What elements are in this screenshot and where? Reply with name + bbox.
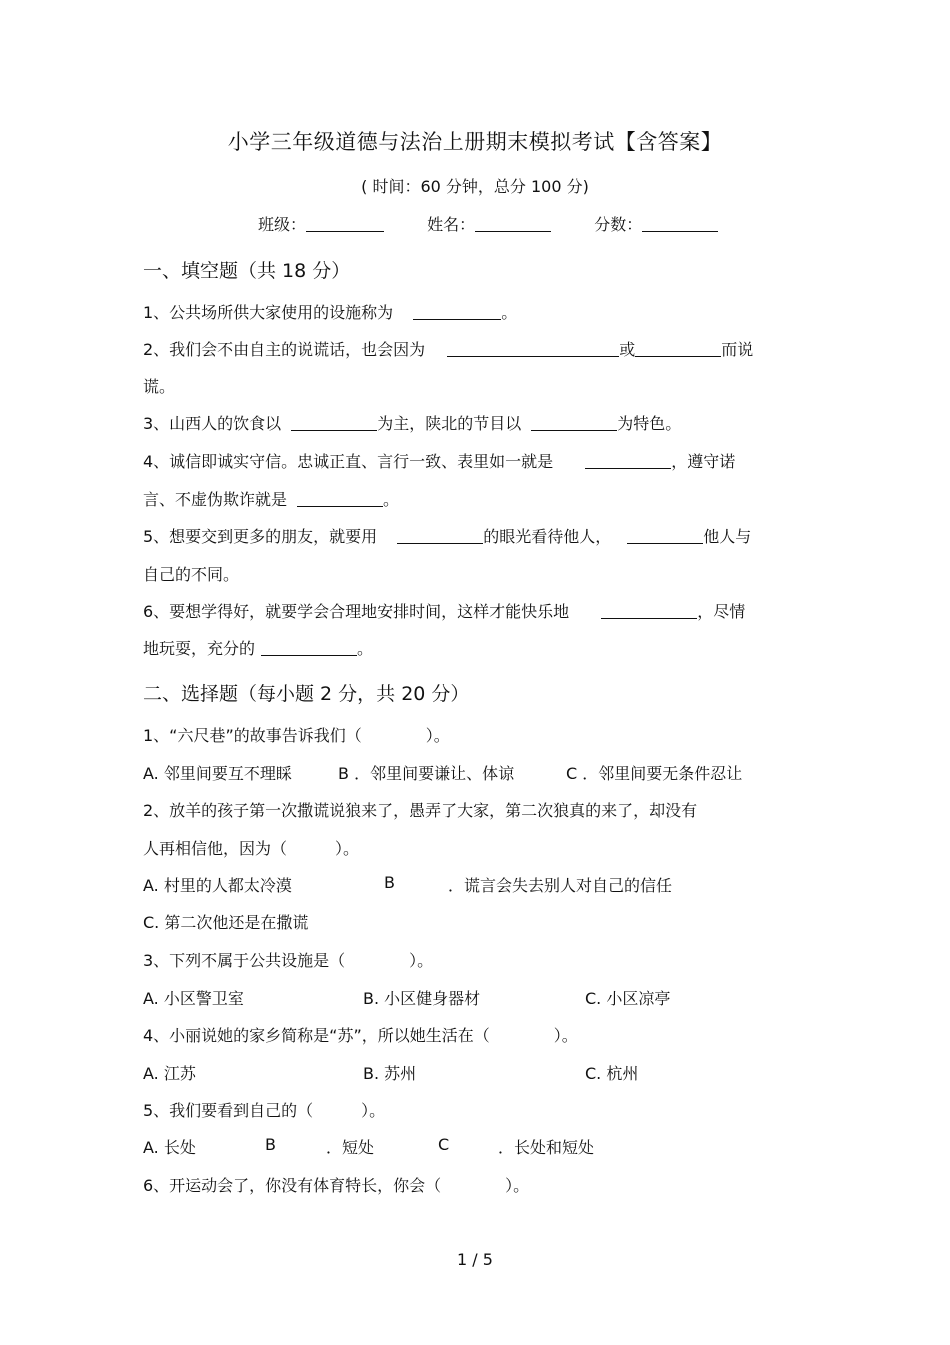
question-text: 为主，陕北的节目以 bbox=[377, 414, 522, 433]
answer-blank[interactable] bbox=[447, 340, 619, 357]
question-text: 3、山西人的饮食以 bbox=[143, 414, 282, 433]
question-1-2 bbox=[143, 337, 753, 360]
option-2-2-a[interactable]: A. 村里的人都太冷漠 bbox=[143, 876, 292, 895]
question-text: 或 bbox=[619, 340, 636, 359]
answer-blank[interactable] bbox=[601, 602, 697, 619]
question-text: 的眼光看待他人， bbox=[483, 527, 612, 546]
option-2-2-b[interactable]: ．谎言会失去别人对自己的信任 bbox=[448, 876, 673, 895]
option-2-2-b-letter[interactable]: B bbox=[384, 873, 395, 892]
option-2-3-b[interactable]: B. 小区健身器材 bbox=[363, 989, 481, 1008]
option-2-5-c-letter[interactable]: C bbox=[438, 1135, 450, 1154]
question-text: 。 bbox=[357, 639, 374, 658]
question-1-4-cont bbox=[143, 487, 399, 510]
name-blank[interactable] bbox=[475, 215, 551, 232]
question-2-5: 5、我们要看到自己的（ ）。 bbox=[143, 1101, 386, 1120]
option-2-4-c[interactable]: C. 杭州 bbox=[585, 1064, 639, 1083]
answer-blank[interactable] bbox=[627, 527, 703, 544]
answer-blank[interactable] bbox=[397, 527, 483, 544]
question-1-6-cont bbox=[143, 636, 373, 659]
answer-blank[interactable] bbox=[413, 303, 501, 320]
answer-blank[interactable] bbox=[261, 639, 357, 656]
question-text: ，尽情 bbox=[697, 602, 746, 621]
question-text: 。 bbox=[501, 303, 518, 322]
question-1-6 bbox=[143, 599, 745, 622]
class-label: 班级： bbox=[258, 215, 307, 234]
question-text: 地玩耍，充分的 bbox=[143, 639, 256, 658]
option-2-1-b[interactable]: B ．邻里间要谦让、体谅 bbox=[338, 764, 515, 783]
question-text: 5、想要交到更多的朋友，就要用 bbox=[143, 527, 378, 546]
option-2-2-c[interactable]: C. 第二次他还是在撒谎 bbox=[143, 913, 309, 932]
question-text: 6、要想学得好，就要学会合理地安排时间，这样才能快乐地 bbox=[143, 602, 570, 621]
answer-blank[interactable] bbox=[297, 490, 383, 507]
option-2-5-c[interactable]: ．长处和短处 bbox=[498, 1138, 595, 1157]
question-2-1: 1、“六尺巷”的故事告诉我们（ ）。 bbox=[143, 726, 450, 745]
score-blank[interactable] bbox=[642, 215, 718, 232]
score-field bbox=[594, 212, 718, 235]
question-text: 而说 bbox=[721, 340, 754, 359]
question-1-1 bbox=[143, 300, 517, 323]
option-2-3-c[interactable]: C. 小区凉亭 bbox=[585, 989, 671, 1008]
exam-subtitle: ( 时间：60 分钟，总分 100 分) bbox=[361, 177, 589, 196]
question-2-3: 3、下列不属于公共设施是（ ）。 bbox=[143, 951, 434, 970]
question-text: 2、我们会不由自主的说谎话，也会因为 bbox=[143, 340, 426, 359]
page-title: 小学三年级道德与法治上册期末模拟考试【含答案】 bbox=[227, 130, 723, 154]
question-2-4: 4、小丽说她的家乡简称是“苏”，所以她生活在（ ）。 bbox=[143, 1026, 578, 1045]
question-text: 言、不虚伪欺诈就是 bbox=[143, 490, 288, 509]
question-2-2-cont: 人再相信他，因为（ ）。 bbox=[143, 839, 360, 858]
score-label: 分数： bbox=[594, 215, 643, 234]
answer-blank[interactable] bbox=[291, 414, 377, 431]
question-2-2: 2、放羊的孩子第一次撒谎说狼来了，愚弄了大家，第二次狼真的来了，却没有 bbox=[143, 801, 698, 820]
question-2-6: 6、开运动会了，你没有体育特长，你会（ ）。 bbox=[143, 1176, 530, 1195]
question-1-4 bbox=[143, 449, 735, 472]
question-text: 。 bbox=[383, 490, 400, 509]
class-field bbox=[258, 212, 384, 235]
question-1-2-cont: 谎。 bbox=[143, 377, 176, 396]
student-info-row bbox=[258, 212, 756, 235]
question-1-3 bbox=[143, 411, 681, 434]
question-1-5 bbox=[143, 524, 751, 547]
option-2-1-a[interactable]: A. 邻里间要互不理睬 bbox=[143, 764, 292, 783]
option-2-5-b[interactable]: ．短处 bbox=[326, 1138, 375, 1157]
page-number: 1 / 5 bbox=[457, 1250, 493, 1269]
question-text: 为特色。 bbox=[617, 414, 682, 433]
question-1-5-cont: 自己的不同。 bbox=[143, 565, 240, 584]
option-2-3-a[interactable]: A. 小区警卫室 bbox=[143, 989, 244, 1008]
option-2-1-c[interactable]: C ．邻里间要无条件忍让 bbox=[566, 764, 743, 783]
option-2-4-b[interactable]: B. 苏州 bbox=[363, 1064, 417, 1083]
section-heading-fill: 一、填空题（共 18 分） bbox=[143, 260, 351, 282]
question-text: 1、公共场所供大家使用的设施称为 bbox=[143, 303, 394, 322]
option-2-4-a[interactable]: A. 江苏 bbox=[143, 1064, 196, 1083]
option-2-5-b-letter[interactable]: B bbox=[265, 1135, 276, 1154]
answer-blank[interactable] bbox=[635, 340, 721, 357]
question-text: ，遵守诺 bbox=[671, 452, 736, 471]
class-blank[interactable] bbox=[306, 215, 384, 232]
name-label: 姓名： bbox=[427, 215, 476, 234]
answer-blank[interactable] bbox=[531, 414, 617, 431]
name-field bbox=[427, 212, 551, 235]
section-heading-choice: 二、选择题（每小题 2 分，共 20 分） bbox=[143, 683, 470, 705]
question-text: 他人与 bbox=[703, 527, 752, 546]
question-text: 4、诚信即诚实守信。忠诚正直、言行一致、表里如一就是 bbox=[143, 452, 554, 471]
option-2-5-a[interactable]: A. 长处 bbox=[143, 1138, 196, 1157]
answer-blank[interactable] bbox=[585, 452, 671, 469]
